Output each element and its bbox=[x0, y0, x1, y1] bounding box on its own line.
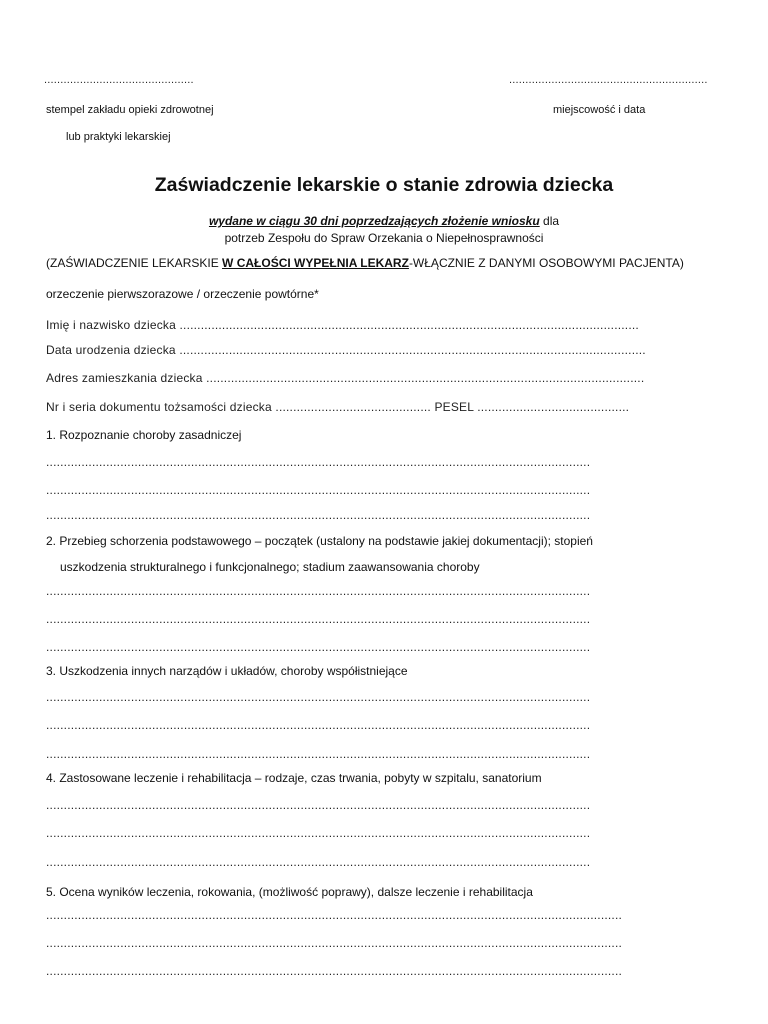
section-2-line[interactable]: .......................................................................................................................................................... bbox=[46, 584, 591, 598]
section-4-line[interactable]: .......................................................................................................................................................... bbox=[46, 855, 591, 869]
address-field[interactable]: Adres zamieszkania dziecka ............................................................................................................................ bbox=[46, 371, 645, 385]
section-2-heading-2: uszkodzenia strukturalnego i funkcjonalnego; stadium zaawansowania choroby bbox=[60, 560, 480, 574]
subtitle-after-emphasis: dla bbox=[539, 214, 560, 228]
notice-after: -WŁĄCZNIE Z DANYMI OSOBOWYMI PACJENTA) bbox=[408, 256, 684, 270]
page-title: Zaświadczenie lekarskie o stanie zdrowia dziecka bbox=[154, 174, 614, 196]
place-date-label: miejscowość i data bbox=[553, 104, 646, 116]
section-1-line[interactable]: .......................................................................................................................................................... bbox=[46, 455, 591, 469]
document-pesel-field[interactable]: Nr i seria dokumentu tożsamości dziecka ............................................ PESEL ........................................... bbox=[46, 400, 630, 414]
section-2-line[interactable]: .......................................................................................................................................................... bbox=[46, 612, 591, 626]
section-1-line[interactable]: .......................................................................................................................................................... bbox=[46, 483, 591, 497]
section-5-heading: 5. Ocena wyników leczenia, rokowania, (możliwość poprawy), dalsze leczenie i rehabilitacja bbox=[46, 885, 533, 899]
section-3-line[interactable]: .......................................................................................................................................................... bbox=[46, 690, 591, 704]
stamp-signature-dots[interactable]: .............................................. bbox=[44, 74, 194, 86]
stamp-label: stempel zakładu opieki zdrowotnej bbox=[46, 104, 214, 116]
section-4-line[interactable]: .......................................................................................................................................................... bbox=[46, 798, 591, 812]
notice bbox=[46, 256, 684, 270]
section-1-heading: 1. Rozpoznanie choroby zasadniczej bbox=[46, 428, 242, 442]
section-1-line[interactable]: .......................................................................................................................................................... bbox=[46, 508, 591, 522]
subtitle-line-1 bbox=[0, 214, 768, 228]
section-2-heading: 2. Przebieg schorzenia podstawowego – początek (ustalony na podstawie jakiej dokumentacji); stopień bbox=[46, 534, 593, 548]
birth-date-field[interactable]: Data urodzenia dziecka .................................................................................................................................... bbox=[46, 343, 646, 357]
section-2-line[interactable]: .......................................................................................................................................................... bbox=[46, 640, 591, 654]
subtitle-emphasis: wydane w ciągu 30 dni poprzedzających złożenie wniosku bbox=[208, 214, 540, 228]
section-3-heading: 3. Uszkodzenia innych narządów i układów, choroby współistniejące bbox=[46, 664, 408, 678]
stamp-label-2: lub praktyki lekarskiej bbox=[66, 131, 171, 143]
section-5-line[interactable]: ................................................................................................................................................................... bbox=[46, 936, 623, 950]
section-5-line[interactable]: ................................................................................................................................................................... bbox=[46, 964, 623, 978]
section-4-line[interactable]: .......................................................................................................................................................... bbox=[46, 826, 591, 840]
section-5-line[interactable]: ................................................................................................................................................................... bbox=[46, 908, 623, 922]
notice-emphasis: W CAŁOŚCI WYPEŁNIA LEKARZ bbox=[222, 256, 409, 270]
notice-before: (ZAŚWIADCZENIE LEKARSKIE bbox=[46, 256, 223, 270]
subtitle-line-2: potrzeb Zespołu do Spraw Orzekania o Niepełnosprawności bbox=[224, 231, 544, 245]
section-3-line[interactable]: .......................................................................................................................................................... bbox=[46, 718, 591, 732]
section-4-heading: 4. Zastosowane leczenie i rehabilitacja – rodzaje, czas trwania, pobyty w szpitalu, sanatorium bbox=[46, 771, 542, 785]
child-name-field[interactable]: Imię i nazwisko dziecka .................................................................................................................................. bbox=[46, 318, 639, 332]
place-date-dots[interactable]: ............................................................. bbox=[509, 74, 708, 86]
opinion-type[interactable]: orzeczenie pierwszorazowe / orzeczenie powtórne* bbox=[46, 287, 319, 301]
section-3-line[interactable]: .......................................................................................................................................................... bbox=[46, 747, 591, 761]
